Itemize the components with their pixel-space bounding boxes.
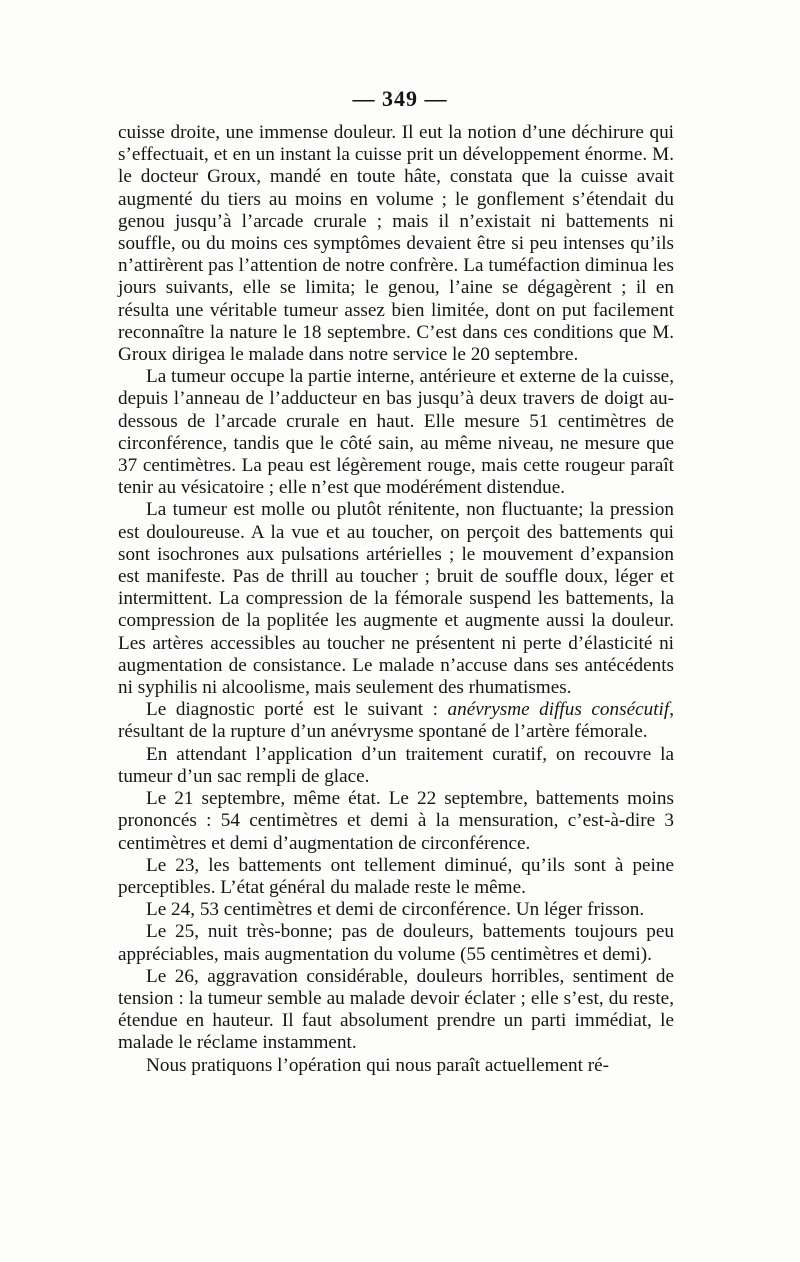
paragraph-examination: La tumeur est molle ou plutôt rénitente, non fluctuante; la pression est douloureuse. A la vue et au toucher, on perçoit des battements qui sont isochrones aux pulsations artérielles ; le mouvement d’expansion est manifeste. Pas de thrill au toucher ; bruit de souffle doux, léger et intermittent. La compression de la fémorale suspend les battements, la compression de la poplitée les augmente et augmente aussi la douleur. Les artères accessibles au toucher ne présentent ni perte d’élasticité ni augmentation de consistance. Le malade n’accuse dans ses antécédents ni syphilis ni alcoolisme, mais seulement des rhumatismes.: [118, 499, 674, 699]
diagnosis-tail: , résultant de la rupture d’un anévrysme spontané de l’artère fémorale.: [118, 699, 674, 743]
body-text: [118, 122, 674, 1077]
paragraph-day-25: Le 25, nuit très-bonne; pas de douleurs, battements toujours peu appréciables, mais augmentation du volume (55 centimètres et demi).: [118, 921, 674, 965]
paragraph-diagnosis: [118, 699, 674, 743]
paragraph-ice-treatment: En attendant l’application d’un traitement curatif, on recouvre la tumeur d’un sac rempli de glace.: [118, 743, 674, 787]
paragraph-continued: cuisse droite, une immense douleur. Il eut la notion d’une déchirure qui s’effectuait, et en un instant la cuisse prit un développement énorme. M. le docteur Groux, mandé en toute hâte, constata que la cuisse avait augmenté du tiers au moins en volume ; le gonflement s’étendait du genou jusqu’à l’arcade crurale ; mais il n’existait ni battements ni souffle, ou du moins ces symptômes devaient être si peu intenses qu’ils n’attirèrent pas l’attention de notre confrère. La tuméfaction diminua les jours suivants, elle se limita; le genou, l’aine se dégagèrent ; il en résulta une véritable tumeur assez bien limitée, dont on put facilement reconnaître la nature le 18 septembre. C’est dans ces conditions que M. Groux dirigea le malade dans notre service le 20 septembre.: [118, 122, 674, 366]
page-number: — 349 —: [352, 86, 448, 111]
paragraph-day-21-22: Le 21 septembre, même état. Le 22 septembre, battements moins prononcés : 54 centimètres et demi à la mensuration, c’est-à-dire 3 centimètres et demi d’augmentation de circonférence.: [118, 788, 674, 854]
paragraph-tumor-description: La tumeur occupe la partie interne, antérieure et externe de la cuisse, depuis l’anneau de l’adducteur en bas jusqu’à deux travers de doigt au-dessous de l’arcade crurale en haut. Elle mesure 51 centimètres de circonférence, tandis que le côté sain, au même niveau, ne mesure que 37 centimètres. La peau est légèrement rouge, mais cette rougeur paraît tenir au vésicatoire ; elle n’est que modérément distendue.: [118, 366, 674, 499]
paragraph-day-26: Le 26, aggravation considérable, douleurs horribles, sentiment de tension : la tumeur semble au malade devoir éclater ; elle s’est, du reste, étendue en hauteur. Il faut absolument prendre un parti immédiat, le malade le réclame instamment.: [118, 965, 674, 1054]
diagnosis-lead: Le diagnostic porté est le suivant :: [146, 699, 448, 721]
paragraph-day-24: Le 24, 53 centimètres et demi de circonférence. Un léger frisson.: [146, 899, 645, 921]
paragraph-operation: Nous pratiquons l’opération qui nous paraît actuellement ré-: [146, 1054, 610, 1076]
paragraph-day-23: Le 23, les battements ont tellement diminué, qu’ils sont à peine perceptibles. L’état général du malade reste le même.: [118, 854, 674, 898]
diagnosis-term: anévrysme diffus consécutif: [447, 699, 670, 721]
